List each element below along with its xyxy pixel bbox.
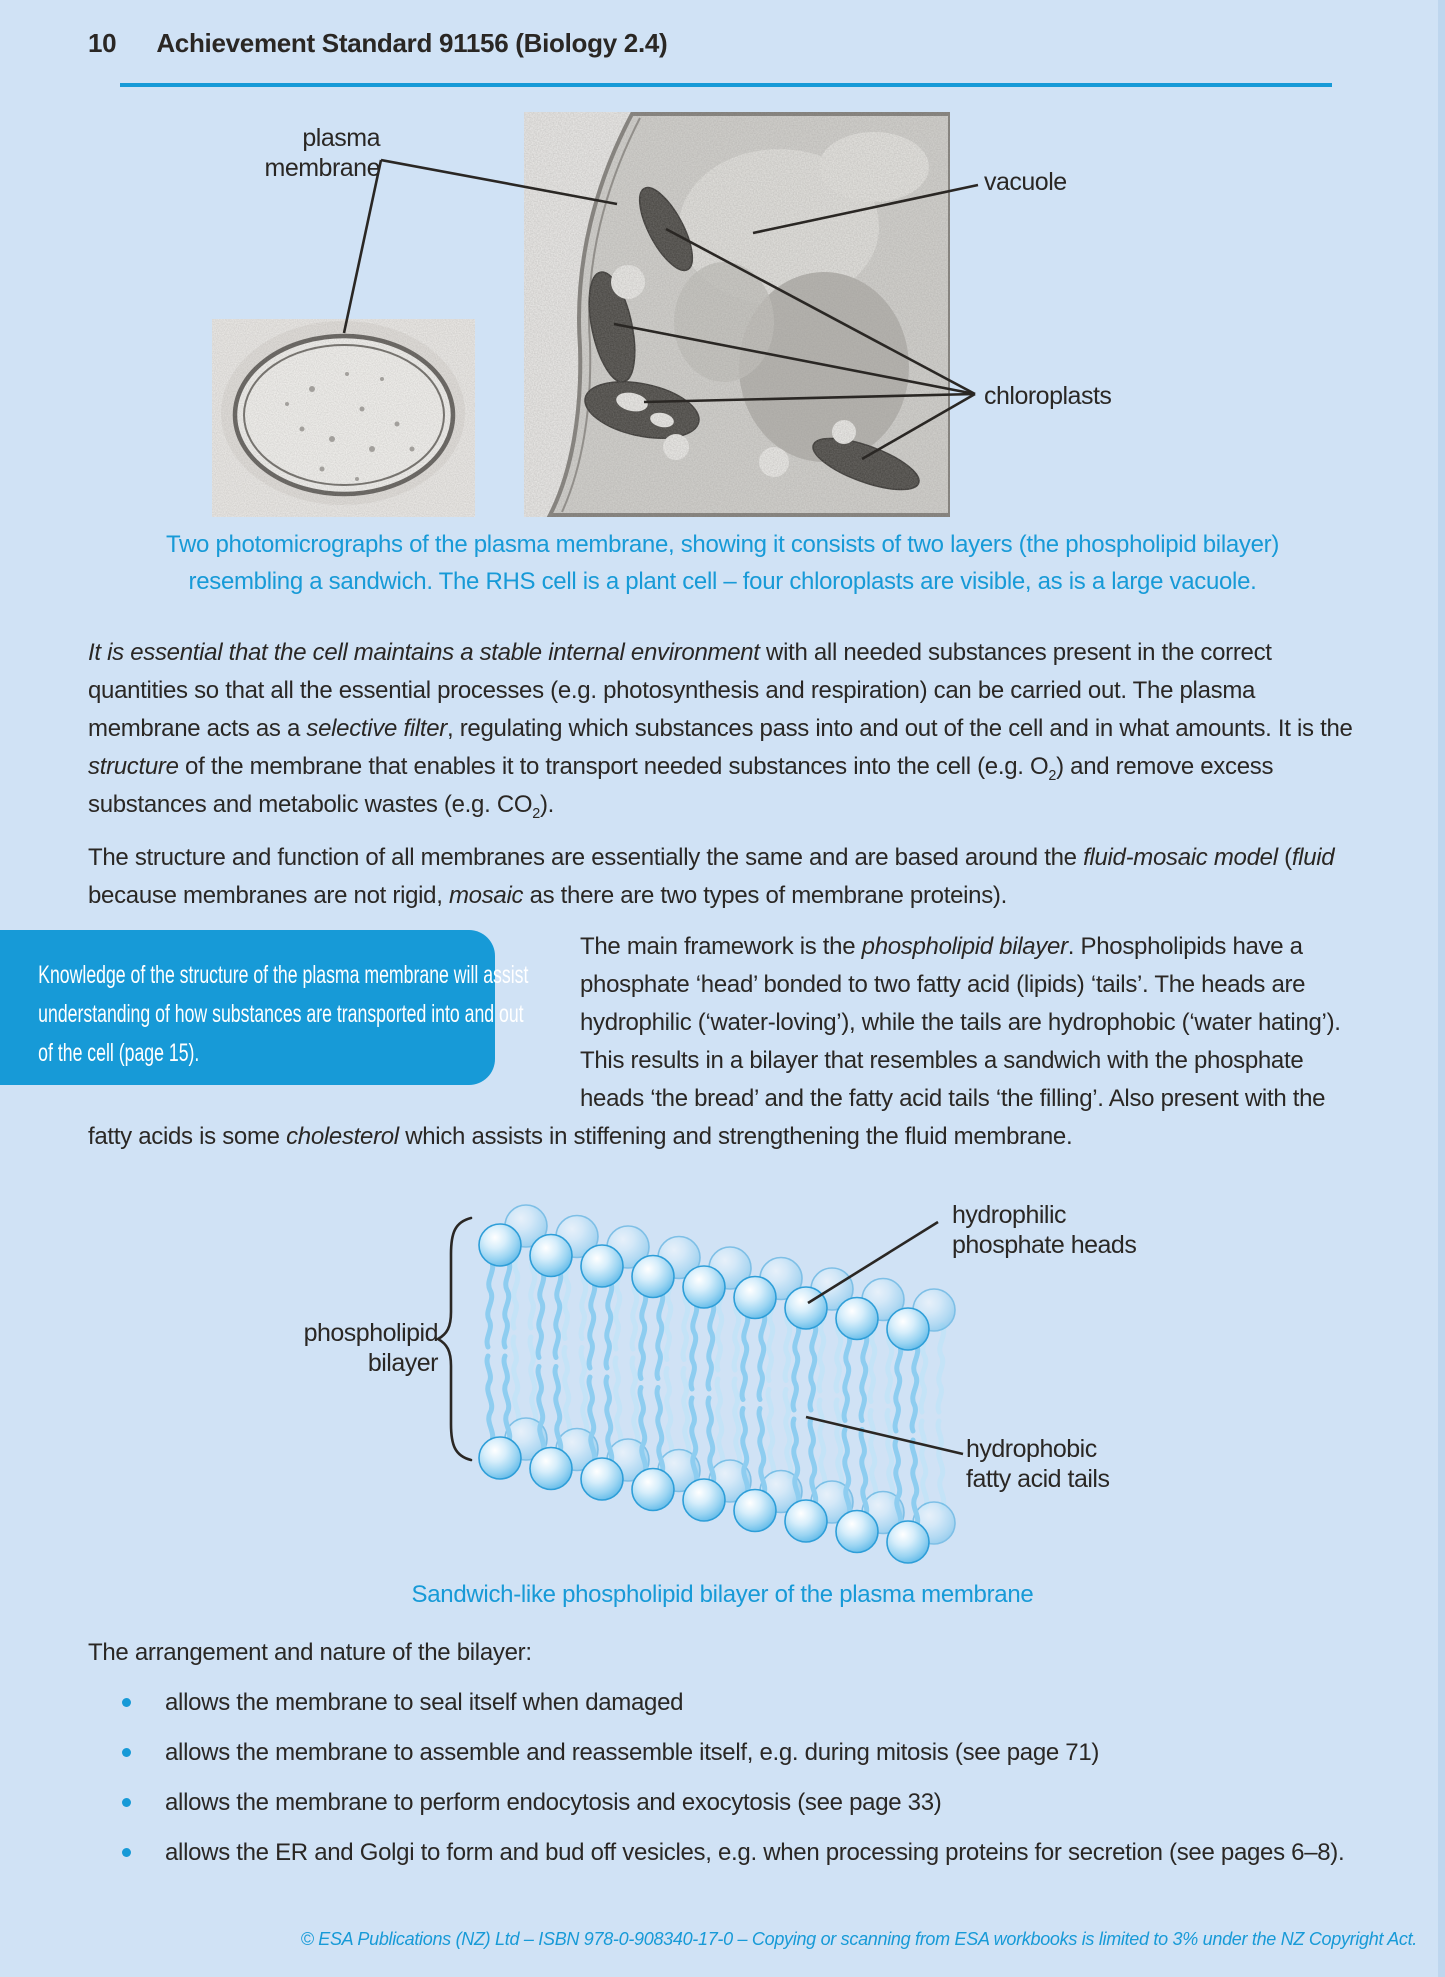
page-number: 10 xyxy=(88,28,117,58)
bilayer-figure xyxy=(0,1190,1445,1572)
bilayer-diagram xyxy=(0,1190,1445,1572)
callout-box xyxy=(0,930,529,1085)
bullet-icon xyxy=(122,1698,131,1707)
paragraph-fluid-mosaic: The structure and function of all membranes are essentially the same and are based around the fluid-mosaic model (fluid because membranes are not rigid, mosaic as there are two types of membrane proteins). xyxy=(88,844,1335,909)
bilayer-properties xyxy=(88,1634,1358,1872)
copyright-footer: © ESA Publications (NZ) Ltd – ISBN 978-0-908340-17-0 – Copying or scanning from ESA workbooks is limited to 3% under the NZ Copyright Act. xyxy=(300,1929,1417,1949)
label-hydrophilic-heads: hydrophilic phosphate heads xyxy=(952,1201,1137,1259)
bullet-icon xyxy=(122,1748,131,1757)
bilayer-caption: Sandwich-like phospholipid bilayer of the plasma membrane xyxy=(411,1581,1034,1608)
paragraph-phospholipid-bilayer: The main framework is the phospholipid bilayer. Phospholipids have a phosphate ‘head’ bonded to two fatty acid (lipids) ‘tails’. The heads are hydrophilic (‘water-loving’), while the tails are hydrophobic (‘water hating’). This results in a bilayer that resembles a sandwich with the phosphate heads ‘the bread’ and the fatty acid tails ‘the filling’. Also present with the fatty acids is some cholesterol which assists in stiffening and strengthening the fluid membrane. xyxy=(88,933,1341,1150)
micrographs-figure xyxy=(0,95,1445,527)
micrographs-caption: Two photomicrographs of the plasma membrane, showing it consists of two layers (the phospholipid bilayer) resembling a sandwich. The RHS cell is a plant cell – four chloroplasts are visible, as is a large vacuole. xyxy=(165,531,1280,595)
label-plasma-membrane: plasma membrane xyxy=(264,124,380,182)
label-vacuole: vacuole xyxy=(984,168,1067,196)
bilayer-brace xyxy=(438,1218,471,1460)
list-intro: The arrangement and nature of the bilayer: xyxy=(88,1639,532,1666)
list-item: allows the membrane to assemble and reassemble itself, e.g. during mitosis (see page 71) xyxy=(88,1734,1358,1772)
list-item: allows the membrane to perform endocytosis and exocytosis (see page 33) xyxy=(88,1784,1358,1822)
micrograph-cell-membrane xyxy=(212,319,475,517)
micrograph-plant-cell xyxy=(524,112,950,517)
list-item: allows the ER and Golgi to form and bud off vesicles, e.g. when processing proteins for secretion (see pages 6–8). xyxy=(88,1834,1358,1872)
phospholipid-molecules xyxy=(479,1205,955,1563)
header-rule xyxy=(120,83,1332,87)
list-item: allows the membrane to seal itself when damaged xyxy=(88,1684,1358,1722)
page-title: Achievement Standard 91156 (Biology 2.4) xyxy=(156,28,668,58)
bullet-list xyxy=(88,1684,1358,1872)
label-phospholipid-bilayer: phospholipid bilayer xyxy=(303,1319,438,1377)
page-header xyxy=(88,28,667,59)
bullet-icon xyxy=(122,1848,131,1857)
paragraph-stable-environment: It is essential that the cell maintains a stable internal environment with all needed substances present in the correct quantities so that all the essential processes (e.g. photosynthesis and respiration) can be carried out. The plasma membrane acts as a selective filter, regulating which substances pass into and out of the cell and in what amounts. It is the structure of the membrane that enables it to transport needed substances into the cell (e.g. $O_2$) and remove excess substances and metabolic wastes (e.g. $CO_2$). xyxy=(88,639,1353,822)
callout-text: Knowledge of the structure of the plasma membrane will assist understanding of how substances are transported into and out of the cell (page 15). xyxy=(38,961,529,1067)
label-chloroplasts: chloroplasts xyxy=(984,382,1112,410)
paragraph-with-callout xyxy=(38,928,1358,1156)
bullet-icon xyxy=(122,1798,131,1807)
label-hydrophobic-tails: hydrophobic fatty acid tails xyxy=(966,1435,1110,1493)
